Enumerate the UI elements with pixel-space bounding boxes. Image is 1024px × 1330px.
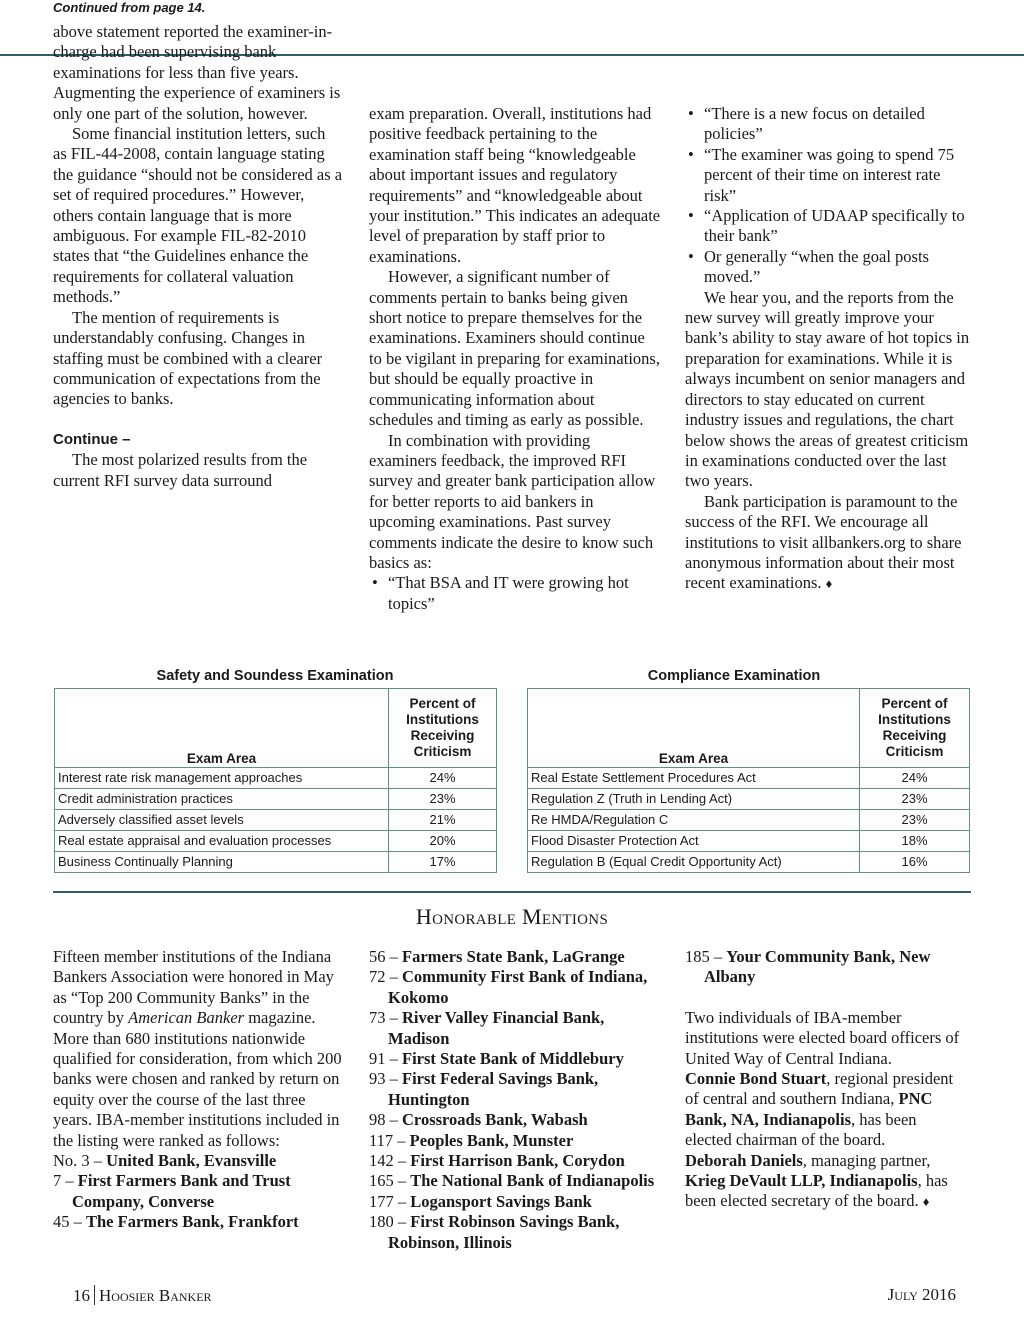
list-item: 56 – Farmers State Bank, LaGrange	[369, 947, 625, 966]
list-item: No. 3 – United Bank, Evansville	[53, 1151, 277, 1171]
article-column-1	[53, 0, 343, 491]
subhead-continue: Continue –	[53, 430, 131, 448]
col2-paragraph-2: However, a significant number of comments pertain to banks being given short notice to prepare themselves for the examinations. Examiners should continue to be vigilant in preparing for examinations, but should be equally proactive in communicating information about schedules and timing as early as possible.	[369, 267, 660, 430]
issue-date: July 2016	[887, 1285, 956, 1304]
list-item: 93 – First Federal Savings Bank, Huntington	[369, 1069, 599, 1109]
list-item: 98 – Crossroads Bank, Wabash	[369, 1110, 588, 1130]
page-number: 16	[73, 1286, 90, 1305]
table-row	[55, 810, 497, 831]
bullet-item: • “There is a new focus on detailed policies”	[685, 104, 975, 145]
col1-paragraph-3: The mention of requirements is understandably confusing. Changes in staffing must be combined with a clearer communication of expectations from the agencies to banks.	[53, 307, 323, 409]
compliance-table	[527, 688, 970, 873]
list-item: 73 – River Valley Financial Bank, Madison	[369, 1008, 605, 1048]
col2-paragraph-1: exam preparation. Overall, institutions had positive feedback pertaining to the examination staff being “knowledgeable about important issues and regulatory requirements” and “knowledgeable about your institution.” This indicates an adequate level of preparation by staff prior to examinations.	[369, 104, 661, 266]
table-row	[528, 789, 970, 810]
table-cell-area: Regulation B (Equal Credit Opportunity Act)	[528, 852, 860, 873]
table-row	[55, 789, 497, 810]
table-row	[55, 831, 497, 852]
table1-title: Safety and Soundess Examination	[156, 668, 394, 684]
table-row	[528, 768, 970, 789]
table-row	[528, 852, 970, 873]
table1-header-area: Exam Area	[55, 689, 389, 768]
table-cell-pct: 24%	[860, 768, 970, 789]
table-cell-area: Flood Disaster Protection Act	[528, 831, 860, 852]
list-item: 7 – First Farmers Bank and Trust Company, Converse	[53, 1171, 291, 1211]
list-item: 142 – First Harrison Bank, Corydon	[369, 1151, 625, 1171]
list-item: 180 – First Robinson Savings Bank, Robinson, Illinois	[369, 1212, 620, 1252]
end-diamond-icon: ♦	[922, 1194, 930, 1210]
honorable-intro: Fifteen member institutions of the Indiana Bankers Association were honored in May as “Top 200 Community Banks” in the country by American Banker magazine. More than 680 institutions nationwide qualified for consideration, from which 200 banks were chosen and ranked by return on equity over the course of the last three years. IBA-member institutions included in the listing were ranked as follows:	[53, 947, 342, 1150]
col1-paragraph-2: Some financial institution letters, such as FIL-44-2008, contain language stating the guidance “should not be considered as a set of required procedures.” However, others contain language that is more ambiguous. For example FIL-82-2010 states that “the Guidelines enhance the requirements for collateral valuation methods.”	[53, 124, 343, 307]
table-cell-area: Business Continually Planning	[55, 852, 389, 873]
safety-soundness-table	[54, 688, 497, 873]
table-cell-pct: 23%	[860, 789, 970, 810]
table-cell-area: Adversely classified asset levels	[55, 810, 389, 831]
person1-org: PNC Bank, NA, Indianapolis	[685, 1089, 933, 1129]
footer-left	[73, 1285, 212, 1306]
table-cell-pct: 24%	[389, 768, 497, 789]
magazine-name: American Banker	[128, 1008, 245, 1028]
table-cell-area: Interest rate risk management approaches	[55, 768, 389, 789]
list-item: 177 – Logansport Savings Bank	[369, 1191, 592, 1211]
table-cell-pct: 18%	[860, 831, 970, 852]
col2-paragraph-3: In combination with providing examiners feedback, the improved RFI survey and greater bank participation allow for better reports to aid bankers in upcoming examinations. Past survey comments indicate the desire to know such basics as:	[369, 430, 656, 572]
bullet-item: • “Application of UDAAP specifically to their bank”	[685, 206, 975, 247]
honorable-column-2	[369, 947, 661, 1253]
col3-paragraph-1: We hear you, and the reports from the new survey will greatly improve your bank’s ability to stay aware of hot topics in preparation for examinations. While it is always incumbent on senior managers and directors to stay educated on current industry issues and regulations, the chart below shows the areas of greatest criticism in examinations conducted over the last two years.	[685, 287, 970, 491]
bullet-item: • “The examiner was going to spend 75 percent of their time on interest rate risk”	[685, 145, 975, 206]
table-row	[528, 810, 970, 831]
article-column-3	[685, 104, 975, 595]
section-divider	[53, 891, 971, 893]
article-column-2	[369, 104, 661, 614]
col1-paragraph-4: The most polarized results from the current RFI survey data surround	[53, 450, 308, 490]
table-row	[55, 852, 497, 873]
person2-org: Krieg DeVault LLP, Indianapolis	[685, 1171, 918, 1191]
table1-header-pct: Percent of Institutions Receiving Criticism	[389, 689, 497, 768]
honorable-mentions-title: Honorable Mentions	[415, 904, 609, 929]
list-item: 45 – The Farmers Bank, Frankfort	[53, 1212, 299, 1232]
bullet-item: • Or generally “when the goal posts moved.”	[685, 247, 975, 288]
table-cell-pct: 20%	[389, 831, 497, 852]
table-row	[55, 768, 497, 789]
col2-bullet-list	[369, 573, 661, 614]
end-diamond-icon: ♦	[825, 576, 833, 592]
table-cell-pct: 23%	[860, 810, 970, 831]
col3-paragraph-2: Bank participation is paramount to the success of the RFI. We encourage all institutions to visit allbankers.org to share anonymous information about their most recent examinations. ♦	[685, 491, 962, 593]
person2-paragraph: Deborah Daniels, managing partner, Krieg DeVault LLP, Indianapolis, has been elected secretary of the board. ♦	[685, 1150, 948, 1211]
person2-name: Deborah Daniels	[685, 1150, 803, 1170]
publication-name: Hoosier Banker	[99, 1286, 212, 1305]
list-item: 117 – Peoples Bank, Munster	[369, 1130, 574, 1150]
table-row	[528, 831, 970, 852]
table-cell-area: Real Estate Settlement Procedures Act	[528, 768, 860, 789]
col1-paragraph-1: above statement reported the examiner-in-charge had been supervising bank examinations for less than five years. Augmenting the experience of examiners is only one part of the solution, however.	[53, 22, 341, 123]
table-cell-pct: 17%	[389, 852, 497, 873]
person1-paragraph: Connie Bond Stuart, regional president of central and southern Indiana, PNC Bank, NA, Indianapolis, has been elected chairman of the board.	[685, 1069, 954, 1150]
table2-title: Compliance Examination	[647, 668, 821, 684]
table2-header-pct: Percent of Institutions Receiving Criticism	[860, 689, 970, 768]
table-cell-area: Real estate appraisal and evaluation processes	[55, 831, 389, 852]
list-item: 165 – The National Bank of Indianapolis	[369, 1171, 655, 1191]
bullet-item: • “That BSA and IT were growing hot topics”	[369, 573, 661, 614]
table2-header-area: Exam Area	[528, 689, 860, 768]
list-item: 72 – Community First Bank of Indiana, Kokomo	[369, 967, 648, 1007]
continued-from-label: Continued from page 14.	[53, 0, 206, 15]
col3-bullet-list	[685, 104, 975, 288]
list-item: 91 – First State Bank of Middlebury	[369, 1049, 624, 1069]
footer-divider	[94, 1285, 95, 1305]
board-intro: Two individuals of IBA-member institutions were elected board officers of United Way of Central Indiana.	[685, 1007, 960, 1068]
table-cell-pct: 21%	[389, 810, 497, 831]
list-item: 185 – Your Community Bank, New Albany	[685, 947, 931, 987]
table-cell-pct: 23%	[389, 789, 497, 810]
person1-name: Connie Bond Stuart	[685, 1069, 827, 1089]
table-cell-area: Credit administration practices	[55, 789, 389, 810]
table-cell-area: Regulation Z (Truth in Lending Act)	[528, 789, 860, 810]
honorable-column-3	[685, 947, 965, 1213]
table-cell-pct: 16%	[860, 852, 970, 873]
honorable-column-1	[53, 947, 343, 1233]
table-cell-area: Re HMDA/Regulation C	[528, 810, 860, 831]
